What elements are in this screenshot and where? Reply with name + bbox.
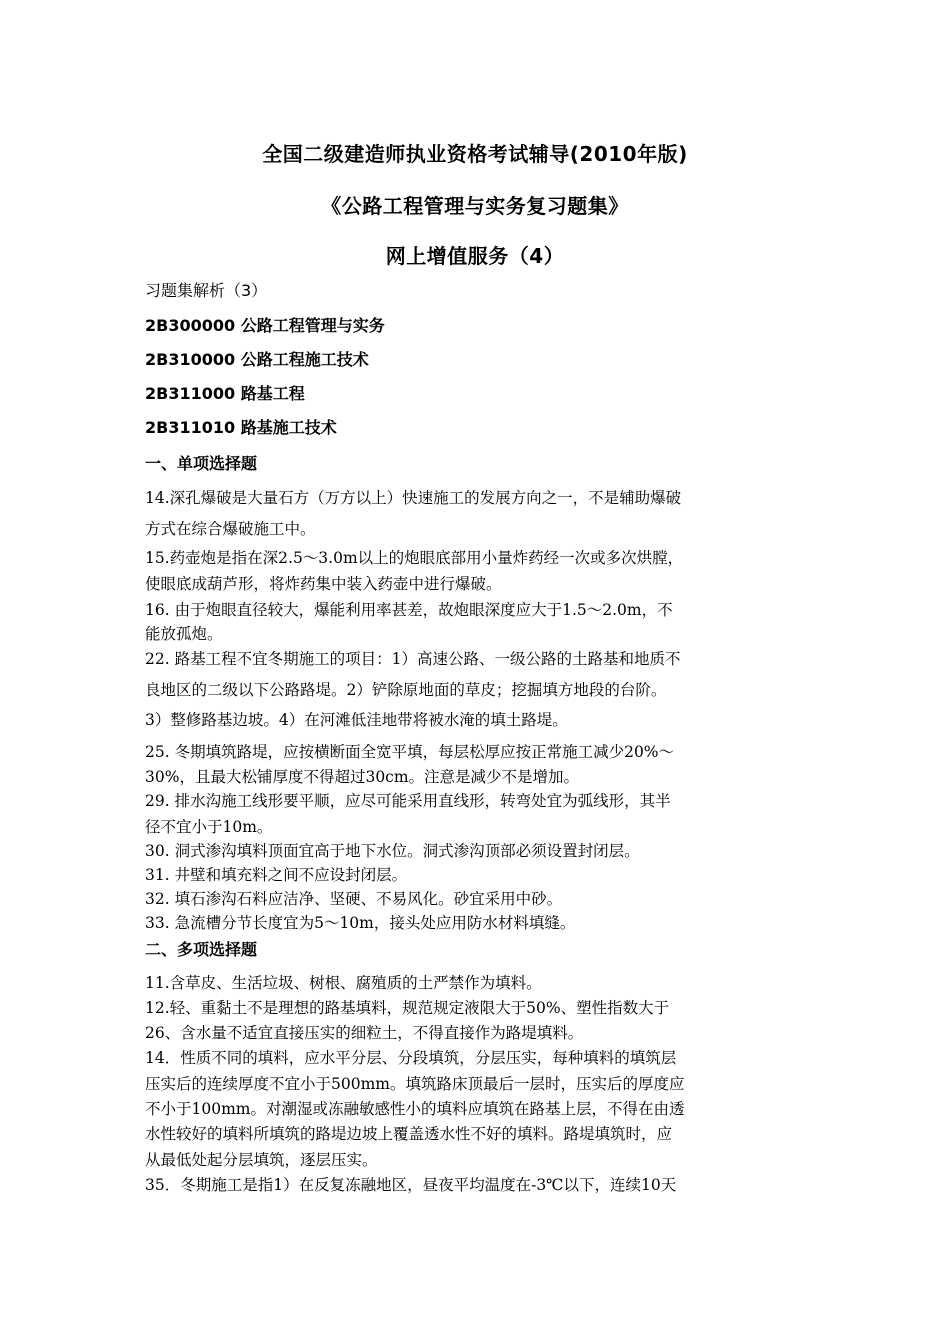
text-line: 16. 由于炮眼直径较大，爆能利用率甚差，故炮眼深度应大于1.5～2.0m，不 (145, 601, 673, 619)
text-line: 良地区的二级以下公路路堤。2）铲除原地面的草皮；挖掘填方地段的台阶。 (145, 681, 667, 699)
text-line: 使眼底成葫芦形，将炸药集中装入药壶中进行爆破。 (145, 575, 502, 593)
document-service-title: 网上增值服务（4） (385, 244, 565, 268)
text-line: 30. 洞式渗沟填料顶面宜高于地下水位。洞式渗沟顶部必须设置封闭层。 (145, 842, 640, 860)
chapter-code-heading: 2B300000 公路工程管理与实务 (145, 316, 385, 335)
text-line: 压实后的连续厚度不宜小于500mm。填筑路床顶最后一层时，压实后的厚度应 (145, 1075, 685, 1093)
text-line: 33. 急流槽分节长度宜为5～10m，接头处应用防水材料填缝。 (145, 914, 576, 932)
text-line: 径不宜小于10m。 (145, 818, 273, 836)
text-line: 30%，且最大松铺厚度不得超过30cm。注意是减少不是增加。 (145, 768, 580, 786)
text-line: 水性较好的填料所填筑的路堤边坡上覆盖透水性不好的填料。路堤填筑时，应 (145, 1125, 673, 1143)
text-line: 14.深孔爆破是大量石方（万方以上）快速施工的发展方向之一，不是辅助爆破 (145, 489, 682, 507)
section-code-heading: 2B310000 公路工程施工技术 (145, 350, 369, 369)
multiple-choice-heading: 二、多项选择题 (145, 940, 258, 959)
text-line: 25. 冬期填筑路堤，应按横断面全宽平填，每层松厚应按正常施工减少20%～ (145, 743, 675, 761)
document-subtitle: 《公路工程管理与实务复习题集》 (321, 194, 629, 218)
text-line: 31. 井壁和填充料之间不应设封闭层。 (145, 866, 408, 884)
analysis-heading: 习题集解析（3） (145, 281, 268, 300)
text-line: 12.轻、重黏土不是理想的路基填料，规范规定液限大于50%、塑性指数大于 (145, 999, 670, 1017)
text-line: 29. 排水沟施工线形要平顺，应尽可能采用直线形，转弯处宜为弧线形，其半 (145, 792, 671, 810)
text-line: 14．性质不同的填料，应水平分层、分段填筑，分层压实，每种填料的填筑层 (145, 1049, 677, 1067)
text-line: 方式在综合爆破施工中。 (145, 520, 316, 538)
text-line: 26、含水量不适宜直接压实的细粒土，不得直接作为路堤填料。 (145, 1024, 584, 1042)
text-line: 11.含草皮、生活垃圾、树根、腐殖质的土严禁作为填料。 (145, 974, 542, 992)
subsection-code-heading: 2B311000 路基工程 (145, 384, 305, 403)
document-title: 全国二级建造师执业资格考试辅导(2010年版) (262, 142, 688, 166)
topic-code-heading: 2B311010 路基施工技术 (145, 418, 337, 437)
text-line: 15.药壶炮是指在深2.5～3.0m以上的炮眼底部用小量炸药经一次或多次烘膛， (145, 549, 684, 567)
text-line: 22. 路基工程不宜冬期施工的项目：1）高速公路、一级公路的土路基和地质不 (145, 650, 681, 668)
text-line: 不小于100mm。对潮湿或冻融敏感性小的填料应填筑在路基上层，不得在由透 (145, 1100, 685, 1118)
single-choice-heading: 一、单项选择题 (145, 454, 258, 473)
text-line: 3）整修路基边坡。4）在河滩低洼地带将被水淹的填土路堤。 (145, 711, 568, 729)
text-line: 从最低处起分层填筑，逐层压实。 (145, 1151, 378, 1169)
text-line: 32. 填石渗沟石料应洁净、坚硬、不易风化。砂宜采用中砂。 (145, 890, 563, 908)
text-line: 35．冬期施工是指1）在反复冻融地区，昼夜平均温度在-3℃以下，连续10天 (145, 1176, 677, 1194)
text-line: 能放孤炮。 (145, 625, 223, 643)
